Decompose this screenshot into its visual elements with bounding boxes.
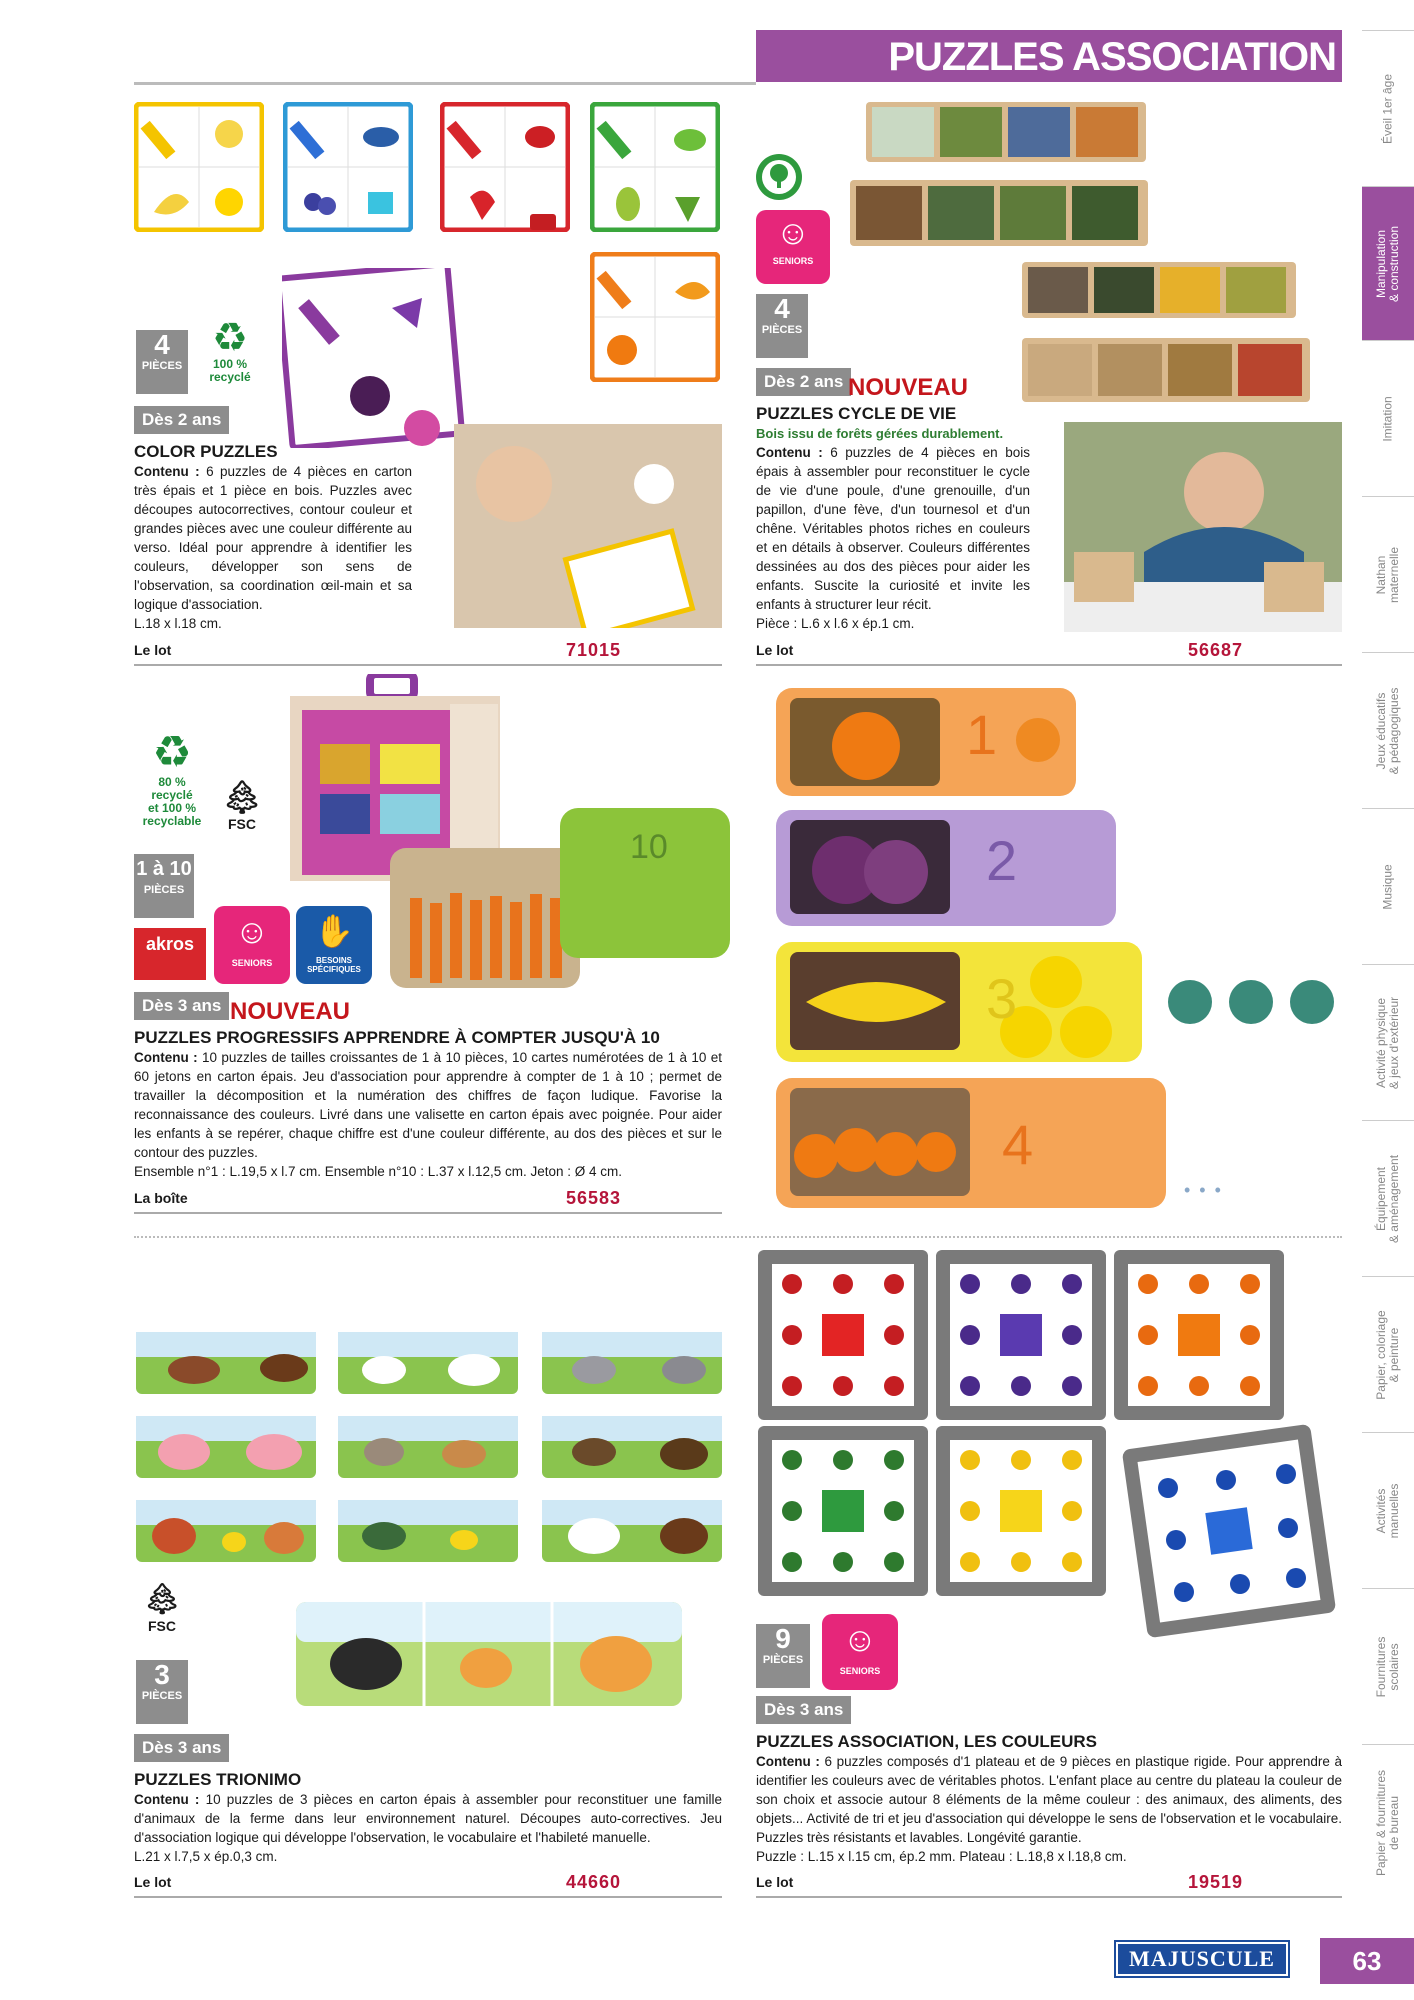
sidebar-item-manipulation[interactable]: Manipulation & construction — [1362, 186, 1414, 341]
product-code[interactable]: 44660 — [566, 1872, 622, 1892]
pieces-badge: 4 PIÈCES — [756, 294, 808, 358]
lot-row: Le lot 19519 — [756, 1870, 1342, 1898]
fsc-logo: 🌲︎ FSC — [142, 1583, 182, 1634]
product-code[interactable]: 19519 — [1188, 1872, 1244, 1892]
recycle-icon: ♻ 100 % recyclé — [209, 316, 251, 384]
akros-logo: akros — [134, 928, 206, 980]
product-description: Contenu : 10 puzzles de tailles croissantes de 1 à 10 pièces, 10 cartes numérotées de 1 à 10 et 60 jetons en carton épais. Jeu d'association pour apprendre à compter de 1 à 10 ; permet de travailler la décomposition et la numération des chiffres de façon ludique. Favorise la reconnaissance des couleurs. Livré dans une valisette en carton épais avec poignée. Pour aider les enfants à se repérer, chaque chiffre est d'une couleur différente, au dos des pièces et sur le contour des puzzles. Ensemble n°1 : L.19,5 x l.7 cm. Ensemble n°10 : L.37 x l.12,5 cm. Jeton : Ø 4 cm. — [134, 1050, 722, 1179]
product-description: Contenu : 10 puzzles de 3 pièces en carton épais à assembler pour reconstituer une famille d'animaux de la ferme dans leur environnement naturel. Découpes auto-correctives. Jeu d'association logique qui développe l'observation, le vocabulaire et l'habileté manuelle. L.21 x l.7,5 x ép.0,3 cm. — [134, 1792, 722, 1864]
new-label: NOUVEAU — [230, 998, 351, 1025]
sidebar-item-papier-bureau[interactable]: Papier & fournitures de bureau — [1362, 1744, 1414, 1901]
color-puzzle-blue — [283, 102, 413, 232]
sidebar-item-activites-manuelles[interactable]: Activités manuelles — [1362, 1432, 1414, 1589]
number-puzzle-2: 2 — [776, 810, 1116, 930]
lot-row: La boîte 56583 — [134, 1186, 722, 1214]
couleurs-grid — [756, 1248, 1342, 1638]
lot-row: Le lot 56687 — [756, 638, 1342, 666]
color-puzzle-orange — [590, 252, 720, 382]
special-needs-icon: ✋ BESOINS SPÉCIFIQUES — [296, 906, 372, 984]
product-description: Contenu : 6 puzzles composés d'1 plateau et de 9 pièces en plastique rigide. Pour apprendre à identifier les couleurs avec de véritables photos. L'enfant place au centre du plateau la couleur de son choix et associe autour 8 éléments de la même couleur : des animaux, des aliments, des objets... Activité de tri et jeu d'association qui développe le sens de l'observation et le vocabulaire. Puzzles très résistants et lavables. Longévité garantie. Puzzle : L.15 x l.15 cm, ép.2 mm. Plateau : L.18,8 x l.18,8 cm. — [756, 1754, 1342, 1864]
brand-logo: MAJUSCULE — [1116, 1942, 1288, 1976]
pieces-badge: 1 à 10 PIÈCES — [134, 854, 194, 918]
number-puzzle-4: 4 — [776, 1078, 1166, 1212]
sidebar-item-eveil[interactable]: Éveil 1er âge — [1362, 30, 1414, 187]
page-number: 63 — [1320, 1938, 1414, 1984]
cycle-row-3 — [1022, 262, 1298, 320]
product-title: PUZZLES ASSOCIATION, LES COULEURS — [756, 1732, 1097, 1751]
color-puzzle-red — [440, 102, 570, 232]
page-title: PUZZLES ASSOCIATION — [888, 35, 1336, 79]
product-code[interactable]: 56687 — [1188, 640, 1244, 660]
age-badge: Dès 3 ans — [756, 1696, 851, 1724]
age-badge: Dès 2 ans — [756, 368, 851, 396]
cycle-row-4 — [1022, 338, 1312, 404]
sidebar-item-papier-coloriage[interactable]: Papier, coloriage & peinture — [1362, 1276, 1414, 1433]
category-sidebar — [1362, 30, 1414, 1900]
color-puzzle-yellow — [134, 102, 264, 232]
product-title: PUZZLES PROGRESSIFS APPRENDRE À COMPTER JUSQU'À 10 — [134, 1028, 660, 1047]
sidebar-item-fournitures[interactable]: Fournitures scolaires — [1362, 1588, 1414, 1745]
compter-puzzle-10: 10 — [390, 808, 730, 998]
token-row — [1166, 978, 1336, 1026]
fsc-logo: 🌲︎ FSC — [221, 779, 263, 832]
sidebar-item-musique[interactable]: Musique — [1362, 808, 1414, 965]
new-label: NOUVEAU — [848, 374, 969, 401]
pieces-badge: 4 PIÈCES — [136, 330, 188, 394]
sidebar-item-jeux-educatifs[interactable]: Jeux éducatifs & pédagogiques — [1362, 652, 1414, 809]
trionimo-grid — [134, 1330, 724, 1570]
age-badge: Dès 3 ans — [134, 992, 229, 1020]
cycle-row-1 — [866, 102, 1148, 164]
sidebar-item-imitation[interactable]: Imitation — [1362, 340, 1414, 497]
product-code[interactable]: 71015 — [566, 640, 622, 660]
sidebar-item-nathan[interactable]: Nathan maternelle — [1362, 496, 1414, 653]
product-title: COLOR PUZZLES — [134, 442, 278, 461]
sidebar-item-equipement[interactable]: Équipement & aménagement — [1362, 1120, 1414, 1277]
age-badge: Dès 2 ans — [134, 406, 229, 434]
seniors-icon: ☺ SENIORS — [214, 906, 290, 984]
number-puzzle-3: 3 — [776, 942, 1142, 1066]
age-badge: Dès 3 ans — [134, 1734, 229, 1762]
tree-icon — [756, 154, 802, 200]
color-puzzle-green — [590, 102, 720, 232]
seniors-icon: ☺ SENIORS — [756, 210, 830, 284]
pieces-badge: 9 PIÈCES — [756, 1624, 810, 1688]
product-code[interactable]: 56583 — [566, 1188, 622, 1208]
lot-row: Le lot 71015 — [134, 638, 722, 666]
cycle-row-2 — [850, 180, 1150, 248]
cycle-photo — [1064, 422, 1342, 632]
product-description: Contenu : 6 puzzles de 4 pièces en carton très épais et 1 pièce en bois. Puzzles avec découpes autocorrectives, contour couleur et grandes pièces avec une couleur différente au verso. Idéal pour apprendre à identifier les couleurs, développer son sens de l'observation, sa coordination œil-main et sa logique d'association. L.18 x l.18 cm. — [134, 464, 412, 631]
more-dots: • • • — [1184, 1180, 1223, 1200]
product-subtitle: Bois issu de forêts gérées durablement. — [756, 426, 1004, 441]
trionimo-cat-puzzle — [296, 1594, 682, 1714]
color-puzzle-purple — [282, 268, 478, 448]
number-puzzle-1: 1 — [776, 688, 1076, 798]
pieces-badge: 3 PIÈCES — [136, 1660, 188, 1724]
lot-row: Le lot 44660 — [134, 1870, 722, 1898]
product-title: PUZZLES CYCLE DE VIE — [756, 404, 957, 423]
recycle-icon: ♻ 80 % recyclé et 100 % recyclable — [142, 728, 202, 828]
product-description: Contenu : 6 puzzles de 4 pièces en bois épais à assembler pour reconstituer le cycle de vie d'une poule, d'une grenouille, d'un papillon, d'une fève, d'un tournesol et d'un chêne. Véritables photos riches en couleurs et en détails à observer. Couleurs différentes dessinées au dos des pièces pour aider les enfants. Suscite la curiosité et invite les enfants à structurer leur récit. Pièce : L.6 x l.6 x ép.1 cm. — [756, 445, 1030, 631]
product-title: PUZZLES TRIONIMO — [134, 1770, 302, 1789]
color-puzzles-photo — [454, 424, 722, 628]
section-divider — [134, 1236, 1342, 1238]
header-rule — [134, 82, 756, 85]
sidebar-item-activite-physique[interactable]: Activité physique & jeux d'extérieur — [1362, 964, 1414, 1121]
seniors-icon: ☺ SENIORS — [822, 1614, 898, 1690]
